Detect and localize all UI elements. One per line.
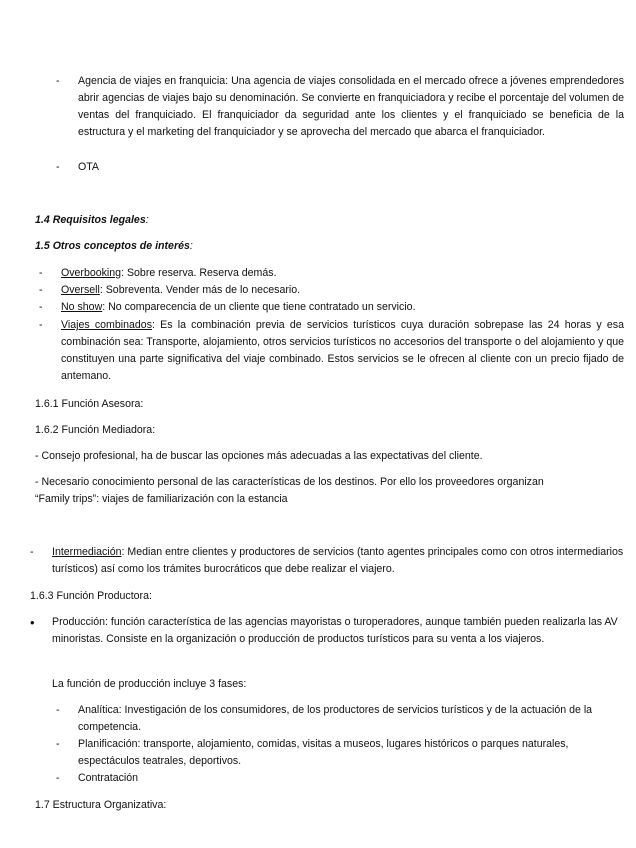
mediadora-consejo: - Consejo profesional, ha de buscar las opciones más adecuadas a las expectativas del cliente. — [35, 450, 483, 462]
concept-definition: : No comparecencia de un cliente que tiene contratado un servicio. — [102, 301, 416, 313]
list-item-franquicia — [56, 73, 624, 141]
concept-term: Intermediación — [52, 546, 122, 558]
concept-term: Viajes combinados — [61, 319, 152, 331]
fase-text: Planificación: transporte, alojamiento, comidas, visitas a museos, lugares históricos o parques naturales, espectáculos teatrales, deportivos. — [78, 738, 569, 767]
concept-viajes-combinados — [39, 317, 624, 385]
concept-oversell — [39, 282, 624, 299]
mediadora-conocimiento-line2: “Family trips”: viajes de familiarización con la estancia — [35, 493, 288, 505]
fase-planificacion — [56, 736, 624, 770]
heading-1-6-3: 1.6.3 Función Productora: — [30, 590, 152, 602]
heading-1-7: 1.7 Estructura Organizativa: — [35, 799, 167, 811]
dash-bullet: - — [39, 301, 43, 313]
dash-bullet: - — [39, 319, 43, 331]
dash-bullet: - — [56, 75, 60, 87]
concept-definition: : Median entre clientes y productores de servicios (tanto agentes principales como con otros intermediarios turísticos) así como los trámites burocráticos que debe realizar el viajero. — [52, 546, 624, 575]
concept-definition: : Es la combinación previa de servicios turísticos cuya duración sobrepase las 24 horas y esa combinación sea: Transporte, alojamiento, otros servicios turísticos no accesorios del transporte o del alojamiento y que constituyen una parte significativa del viaje combinado. Estos servicios se le ofrecen al cliente con un precio fijado de antemano. — [61, 319, 624, 382]
concept-definition: : Sobreventa. Vender más de lo necesario. — [99, 284, 301, 296]
dash-bullet: - — [56, 161, 60, 173]
section-number: 1.4 — [35, 214, 50, 226]
list-item-ota — [56, 159, 624, 176]
fase-analitica — [56, 702, 624, 736]
franquicia-text: Agencia de viajes en franquicia: Una agencia de viajes consolidada en el mercado ofrece a jóvenes emprendedores abrir agencias de viajes bajo su denominación. Se convierte en franquiciadora y recibe el porcentaje del volumen de ventas del franquiciado. El franquiciador da seguridad ante los clientes y el franquiciado se beneficia de la estructura y el marketing del franquiciador y se aprovecha del mercado que abarca el franquiciador. — [78, 75, 624, 138]
fase-text: Contratación — [78, 772, 139, 784]
section-number: 1.5 — [35, 240, 50, 252]
concept-overbooking — [39, 265, 624, 282]
concept-term: No show — [61, 301, 103, 313]
produccion-text: Producción: función característica de las agencias mayoristas o turoperadores, aunque también pueden realizarla las AV minoristas. Consiste en la organización o producción de productos turísticos para su venta a los viajeros. — [52, 616, 618, 645]
heading-1-6-2: 1.6.2 Función Mediadora: — [35, 424, 156, 436]
section-colon: : — [145, 214, 149, 226]
concept-definition: : Sobre reserva. Reserva demás. — [121, 267, 277, 279]
mediadora-conocimiento-line1: - Necesario conocimiento personal de las características de los destinos. Por ello los proveedores organizan — [35, 476, 544, 488]
produccion-item — [30, 614, 624, 648]
dash-bullet: - — [30, 546, 34, 558]
concept-no-show — [39, 299, 624, 316]
section-title: Requisitos legales — [52, 214, 146, 226]
fase-text: Analítica: Investigación de los consumidores, de los productores de servicios turísticos y de la actuación de la competencia. — [78, 704, 593, 733]
section-heading-1-4 — [35, 212, 149, 229]
fase-contratacion — [56, 770, 624, 787]
dash-bullet: - — [39, 267, 43, 279]
concept-term: Overbooking — [61, 267, 122, 279]
ota-text: OTA — [78, 161, 99, 173]
dash-bullet: - — [56, 738, 60, 750]
dash-bullet: - — [39, 284, 43, 296]
fases-intro: La función de producción incluye 3 fases: — [52, 678, 247, 690]
round-bullet-icon: • — [30, 615, 35, 630]
dash-bullet: - — [56, 704, 60, 716]
section-heading-1-5 — [35, 238, 193, 255]
concept-term: Oversell — [61, 284, 100, 296]
section-title: Otros conceptos de interés — [52, 240, 190, 252]
heading-1-6-1: 1.6.1 Función Asesora: — [35, 398, 144, 410]
section-colon: : — [189, 240, 193, 252]
concept-intermediacion — [30, 544, 624, 578]
dash-bullet: - — [56, 772, 60, 784]
